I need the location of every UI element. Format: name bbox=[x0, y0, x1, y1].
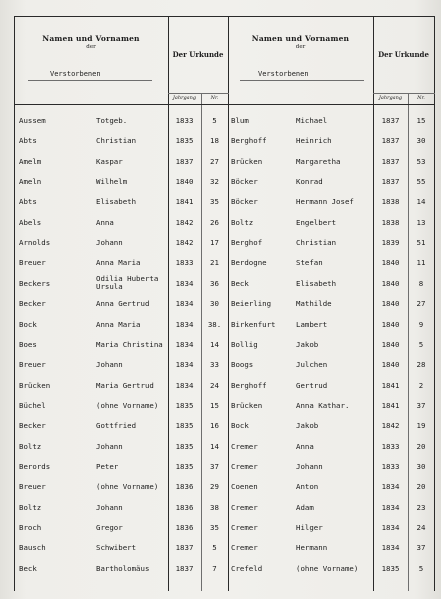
left-document-number: 29 bbox=[210, 482, 219, 491]
table-row bbox=[0, 422, 441, 442]
table-row bbox=[0, 524, 441, 544]
table-row bbox=[0, 178, 441, 198]
left-nr-header: Nr. bbox=[210, 95, 219, 101]
left-given-name: Johann bbox=[96, 238, 123, 247]
right-document-number: 55 bbox=[416, 177, 426, 186]
left-given-name: Johann bbox=[96, 503, 123, 512]
left-document-number: 38. bbox=[207, 320, 222, 329]
right-surname: Brücken bbox=[231, 401, 263, 410]
left-year: 1835 bbox=[175, 421, 194, 430]
right-surname: Böcker bbox=[231, 197, 258, 206]
right-document-number: 53 bbox=[416, 157, 426, 166]
left-year: 1835 bbox=[175, 136, 194, 145]
left-given-name: Peter bbox=[96, 462, 119, 471]
left-document-number: 15 bbox=[210, 401, 219, 410]
left-year: 1837 bbox=[175, 564, 194, 573]
left-given-name: Maria Gertrud bbox=[96, 381, 154, 390]
right-given-name: Elisabeth bbox=[296, 279, 337, 288]
right-given-name: Michael bbox=[296, 116, 328, 125]
right-document-number: 28 bbox=[416, 360, 426, 369]
left-surname: Arnolds bbox=[19, 238, 51, 247]
left-given-name: Anna bbox=[96, 218, 114, 227]
right-given-name: Margaretha bbox=[296, 157, 341, 166]
right-surname: Berghoff bbox=[231, 381, 267, 390]
right-year: 1840 bbox=[381, 279, 400, 288]
table-top-rule bbox=[14, 16, 435, 17]
right-year: 1841 bbox=[381, 401, 400, 410]
right-given-name: Heinrich bbox=[296, 136, 332, 145]
right-surname: Boltz bbox=[231, 218, 254, 227]
right-document-number: 30 bbox=[416, 136, 426, 145]
right-year: 1837 bbox=[381, 177, 400, 186]
right-year: 1837 bbox=[381, 136, 400, 145]
left-year: 1835 bbox=[175, 462, 194, 471]
left-year: 1836 bbox=[175, 482, 194, 491]
table-row bbox=[0, 382, 441, 402]
table-row bbox=[0, 274, 441, 300]
left-given-name: Anna Maria bbox=[96, 258, 141, 267]
right-given-name: Christian bbox=[296, 238, 337, 247]
table-row bbox=[0, 544, 441, 564]
left-document-number: 5 bbox=[212, 543, 217, 552]
right-year: 1834 bbox=[381, 523, 400, 532]
table-row bbox=[0, 402, 441, 422]
right-document-number: 8 bbox=[418, 279, 424, 288]
left-given-name: (ohne Vorname) bbox=[96, 401, 159, 410]
right-document-number: 11 bbox=[416, 258, 426, 267]
right-given-name: Engelbert bbox=[296, 218, 337, 227]
header-rule-left bbox=[168, 93, 229, 94]
left-year: 1834 bbox=[175, 299, 194, 308]
right-given-name: Lambert bbox=[296, 320, 328, 329]
right-given-name: Julchen bbox=[296, 360, 328, 369]
left-surname: Abts bbox=[19, 136, 37, 145]
right-year: 1834 bbox=[381, 503, 400, 512]
right-given-name: Johann bbox=[296, 462, 323, 471]
right-document-number: 27 bbox=[416, 299, 426, 308]
right-given-name: Stefan bbox=[296, 258, 323, 267]
left-surname: Becker bbox=[19, 299, 46, 308]
left-year: 1837 bbox=[175, 543, 194, 552]
right-surname: Crefeld bbox=[231, 564, 263, 573]
right-document-number: 20 bbox=[416, 442, 426, 451]
right-nr-header: Nr. bbox=[417, 95, 425, 101]
right-document-number: 19 bbox=[416, 421, 426, 430]
left-surname: Abts bbox=[19, 197, 37, 206]
right-document-number: 20 bbox=[416, 482, 426, 491]
left-given-name: Totgeb. bbox=[96, 116, 128, 125]
right-year: 1834 bbox=[381, 482, 400, 491]
right-given-name: Mathilde bbox=[296, 299, 332, 308]
right-surname: Beierling bbox=[231, 299, 272, 308]
right-document-number: 9 bbox=[418, 320, 424, 329]
left-year: 1840 bbox=[175, 177, 194, 186]
left-year: 1834 bbox=[175, 320, 194, 329]
right-document-number: 30 bbox=[416, 462, 426, 471]
table-row bbox=[0, 198, 441, 218]
right-subheading-underline bbox=[240, 80, 364, 81]
left-surname: Aussem bbox=[19, 116, 46, 125]
left-year: 1834 bbox=[175, 340, 194, 349]
left-surname: Beck bbox=[19, 564, 37, 573]
left-surname: Beckers bbox=[19, 279, 51, 288]
table-row bbox=[0, 259, 441, 279]
left-document-number: 30 bbox=[210, 299, 219, 308]
table-row bbox=[0, 219, 441, 239]
left-given-name: (ohne Vorname) bbox=[96, 482, 159, 491]
left-surname: Boes bbox=[19, 340, 37, 349]
right-surname: Berghof bbox=[231, 238, 263, 247]
right-der-label: der bbox=[295, 44, 306, 50]
left-name-heading: Namen und Vornamen bbox=[42, 34, 140, 43]
right-year: 1840 bbox=[381, 299, 400, 308]
right-given-name: Anna Kathar. bbox=[296, 401, 350, 410]
left-year: 1833 bbox=[175, 116, 194, 125]
right-document-number: 5 bbox=[418, 340, 424, 349]
right-year: 1833 bbox=[381, 442, 400, 451]
right-year: 1834 bbox=[381, 543, 400, 552]
left-year: 1835 bbox=[175, 442, 194, 451]
left-given-name: Elisabeth bbox=[96, 197, 137, 206]
left-surname: Boltz bbox=[19, 442, 42, 451]
left-der-label: der bbox=[86, 44, 96, 50]
left-year: 1842 bbox=[175, 238, 194, 247]
right-year-header: Jahrgang bbox=[378, 95, 403, 101]
right-surname: Berghoff bbox=[231, 136, 267, 145]
left-surname: Büchel bbox=[19, 401, 46, 410]
left-document-number: 24 bbox=[210, 381, 219, 390]
right-year: 1840 bbox=[381, 360, 400, 369]
left-given-name: Gregor bbox=[96, 523, 123, 532]
left-document-number: 26 bbox=[210, 218, 219, 227]
left-document-number: 27 bbox=[210, 157, 219, 166]
right-year: 1835 bbox=[381, 564, 400, 573]
left-surname: Bausch bbox=[19, 543, 46, 552]
right-surname: Boogs bbox=[231, 360, 254, 369]
right-surname: Brücken bbox=[231, 157, 263, 166]
table-row bbox=[0, 300, 441, 320]
right-subheading: Verstorbenen bbox=[258, 70, 309, 78]
right-year: 1840 bbox=[381, 320, 400, 329]
table-row bbox=[0, 341, 441, 361]
left-year: 1842 bbox=[175, 218, 194, 227]
left-year: 1841 bbox=[175, 197, 194, 206]
table-row bbox=[0, 321, 441, 341]
left-surname: Broch bbox=[19, 523, 42, 532]
left-given-name: Odilia Huberta Ursula bbox=[96, 274, 159, 291]
right-surname: Birkenfurt bbox=[231, 320, 276, 329]
right-surname: Cremer bbox=[231, 442, 258, 451]
left-document-number: 14 bbox=[210, 442, 219, 451]
right-surname: Cremer bbox=[231, 462, 258, 471]
left-given-name: Bartholomäus bbox=[96, 564, 150, 573]
right-document-number: 37 bbox=[416, 401, 426, 410]
right-document-number: 37 bbox=[416, 543, 426, 552]
table-row bbox=[0, 443, 441, 463]
right-document-number: 5 bbox=[418, 564, 424, 573]
right-given-name: Anna bbox=[296, 442, 314, 451]
left-given-name: Kaspar bbox=[96, 157, 123, 166]
left-document-number: 16 bbox=[210, 421, 219, 430]
right-surname: Blum bbox=[231, 116, 249, 125]
table-row bbox=[0, 463, 441, 483]
right-year: 1838 bbox=[381, 218, 400, 227]
header-rule-right bbox=[373, 93, 435, 94]
right-document-heading: Der Urkunde bbox=[378, 50, 429, 59]
table-row bbox=[0, 361, 441, 381]
left-year: 1836 bbox=[175, 503, 194, 512]
left-document-number: 33 bbox=[210, 360, 219, 369]
left-year: 1835 bbox=[175, 401, 194, 410]
right-surname: Cremer bbox=[231, 523, 258, 532]
left-document-number: 37 bbox=[210, 462, 219, 471]
left-given-name: Anna Maria bbox=[96, 320, 141, 329]
right-given-name: Jakob bbox=[296, 421, 319, 430]
left-given-name: Christian bbox=[96, 136, 137, 145]
left-document-number: 35 bbox=[210, 197, 219, 206]
right-year: 1837 bbox=[381, 116, 400, 125]
left-surname: Bock bbox=[19, 320, 37, 329]
left-given-name: Gottfried bbox=[96, 421, 137, 430]
table-row bbox=[0, 117, 441, 137]
left-document-number: 36 bbox=[210, 279, 219, 288]
table-row bbox=[0, 483, 441, 503]
left-subheading: Verstorbenen bbox=[50, 70, 101, 78]
left-year: 1836 bbox=[175, 523, 194, 532]
right-surname: Beck bbox=[231, 279, 249, 288]
left-document-number: 35 bbox=[210, 523, 219, 532]
right-given-name: Anton bbox=[296, 482, 319, 491]
right-year: 1837 bbox=[381, 157, 400, 166]
left-given-name: Schwibert bbox=[96, 543, 137, 552]
left-surname: Abels bbox=[19, 218, 42, 227]
right-given-name: Adam bbox=[296, 503, 314, 512]
left-document-number: 38 bbox=[210, 503, 219, 512]
left-document-heading: Der Urkunde bbox=[172, 50, 224, 59]
table-row bbox=[0, 239, 441, 259]
right-year: 1833 bbox=[381, 462, 400, 471]
right-year: 1841 bbox=[381, 381, 400, 390]
left-given-name: Maria Christina bbox=[96, 340, 163, 349]
left-surname: Berords bbox=[19, 462, 51, 471]
right-surname: Böcker bbox=[231, 177, 258, 186]
right-document-number: 15 bbox=[416, 116, 426, 125]
right-surname: Cremer bbox=[231, 543, 258, 552]
left-surname: Ameln bbox=[19, 177, 42, 186]
right-year: 1839 bbox=[381, 238, 400, 247]
right-name-heading: Namen und Vornamen bbox=[251, 34, 350, 43]
right-given-name: Konrad bbox=[296, 177, 323, 186]
table-row bbox=[0, 504, 441, 524]
left-year: 1837 bbox=[175, 157, 194, 166]
right-given-name: Hermann Josef bbox=[296, 197, 354, 206]
left-year-header: Jahrgang bbox=[172, 95, 197, 101]
right-year: 1840 bbox=[381, 340, 400, 349]
left-surname: Boltz bbox=[19, 503, 42, 512]
right-year: 1842 bbox=[381, 421, 400, 430]
left-document-number: 18 bbox=[210, 136, 219, 145]
right-document-number: 14 bbox=[416, 197, 426, 206]
left-surname: Brücken bbox=[19, 381, 51, 390]
left-given-name: Wilhelm bbox=[96, 177, 128, 186]
right-document-number: 2 bbox=[418, 381, 424, 390]
left-year: 1833 bbox=[175, 258, 194, 267]
left-document-number: 7 bbox=[212, 564, 217, 573]
left-surname: Becker bbox=[19, 421, 46, 430]
right-document-number: 23 bbox=[416, 503, 426, 512]
left-given-name: Anna Gertrud bbox=[96, 299, 150, 308]
left-given-name: Johann bbox=[96, 442, 123, 451]
left-surname: Amelm bbox=[19, 157, 42, 166]
left-year: 1834 bbox=[175, 381, 194, 390]
right-given-name: Hilger bbox=[296, 523, 323, 532]
right-given-name: (ohne Vorname) bbox=[296, 564, 359, 573]
left-year: 1834 bbox=[175, 360, 194, 369]
right-year: 1840 bbox=[381, 258, 400, 267]
left-document-number: 32 bbox=[210, 177, 219, 186]
right-surname: Berdogne bbox=[231, 258, 267, 267]
right-surname: Bollig bbox=[231, 340, 258, 349]
left-surname: Breuer bbox=[19, 258, 46, 267]
table-row bbox=[0, 158, 441, 178]
left-document-number: 17 bbox=[210, 238, 219, 247]
left-document-number: 21 bbox=[210, 258, 219, 267]
left-document-number: 5 bbox=[212, 116, 217, 125]
table-row bbox=[0, 565, 441, 585]
table-row bbox=[0, 137, 441, 157]
right-given-name: Jakob bbox=[296, 340, 319, 349]
left-year: 1834 bbox=[175, 279, 194, 288]
right-given-name: Hermann bbox=[296, 543, 328, 552]
left-surname: Breuer bbox=[19, 360, 46, 369]
right-surname: Cremer bbox=[231, 503, 258, 512]
right-surname: Coenen bbox=[231, 482, 258, 491]
left-given-name: Johann bbox=[96, 360, 123, 369]
right-document-number: 24 bbox=[416, 523, 426, 532]
right-document-number: 13 bbox=[416, 218, 426, 227]
right-surname: Bock bbox=[231, 421, 249, 430]
left-surname: Breuer bbox=[19, 482, 46, 491]
right-document-number: 51 bbox=[416, 238, 426, 247]
left-subheading-underline bbox=[28, 80, 152, 81]
header-bottom-rule bbox=[14, 104, 435, 105]
right-given-name: Gertrud bbox=[296, 381, 328, 390]
right-year: 1838 bbox=[381, 197, 400, 206]
left-document-number: 14 bbox=[210, 340, 219, 349]
